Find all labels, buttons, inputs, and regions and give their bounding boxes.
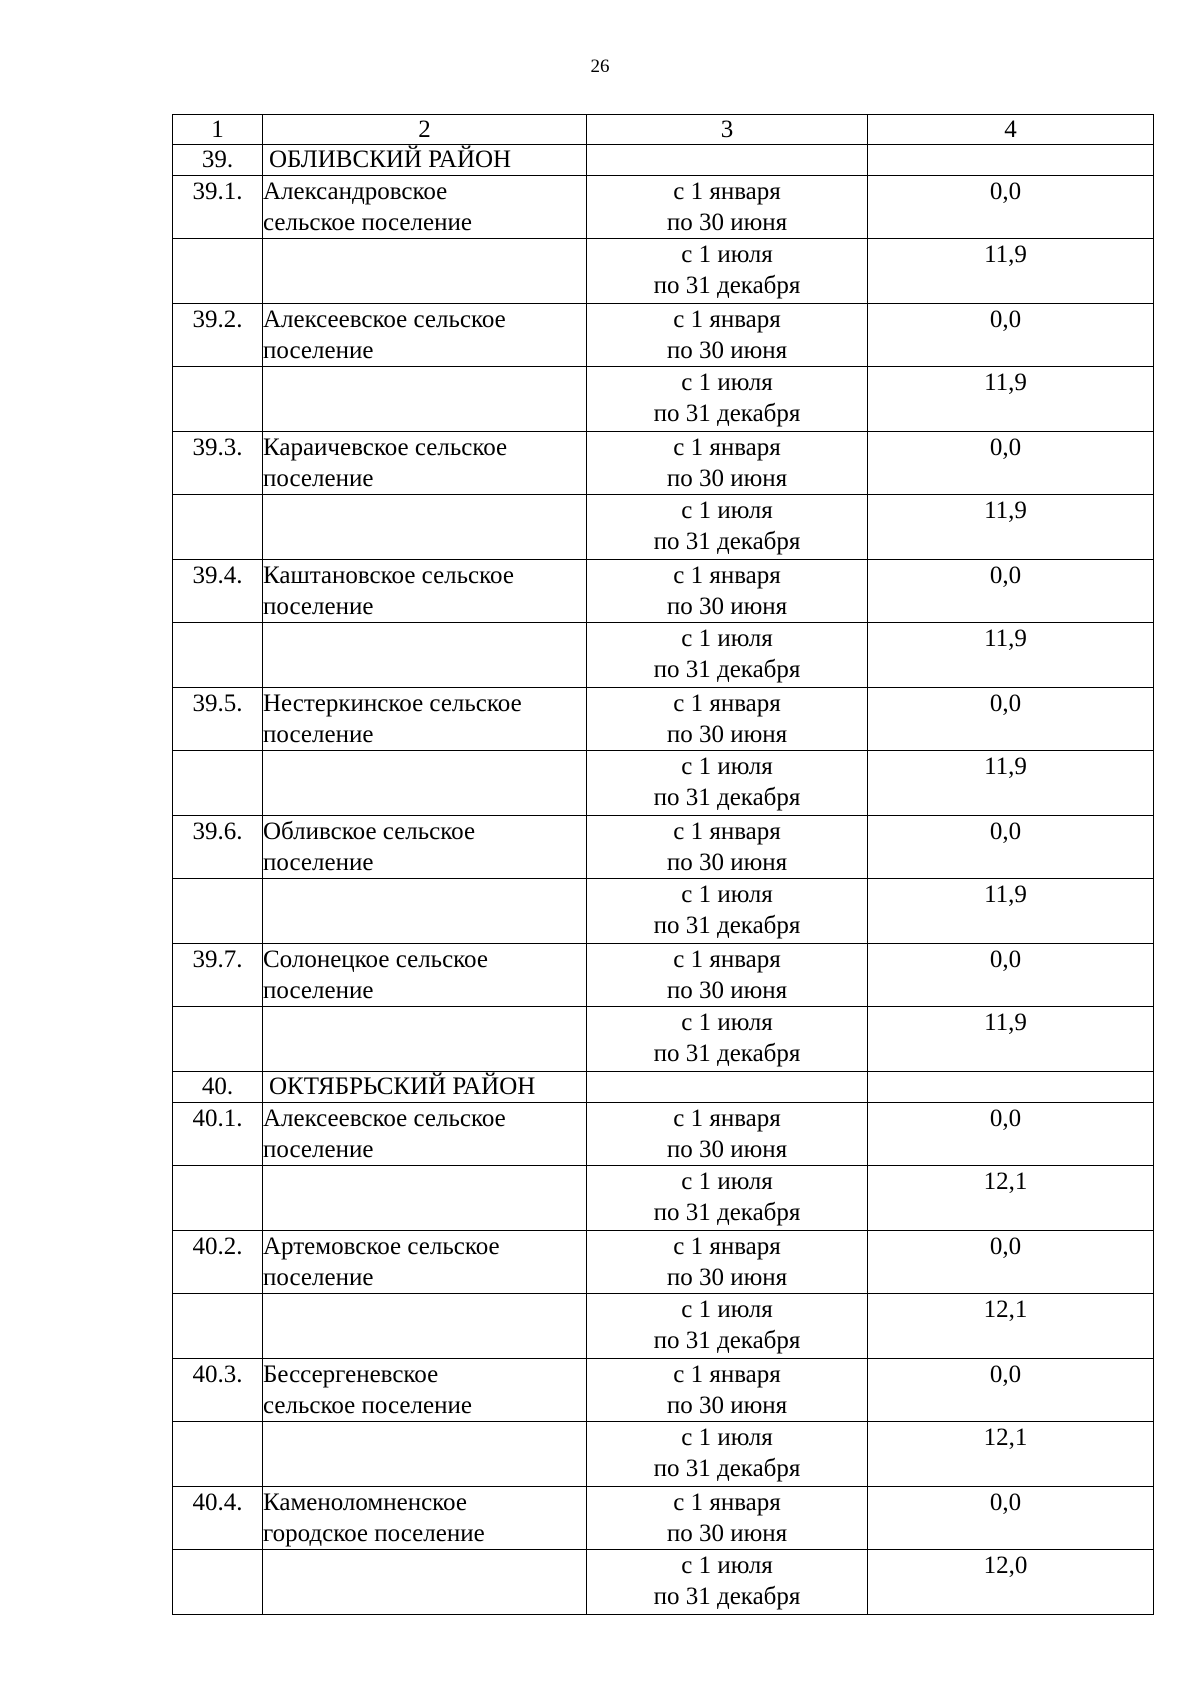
period-start: с 1 января xyxy=(673,1105,781,1132)
empty-cell xyxy=(263,239,587,304)
settlement-name xyxy=(263,1231,587,1294)
period-start: с 1 июля xyxy=(681,497,773,524)
empty-cell xyxy=(263,495,587,560)
table-row xyxy=(173,1487,1154,1550)
value-cell xyxy=(868,944,1154,1007)
value-text: 11,9 xyxy=(984,881,1027,908)
period-cell xyxy=(587,1359,868,1422)
value-text: 0,0 xyxy=(989,1105,1022,1132)
value-text: 0,0 xyxy=(989,306,1022,333)
period-end: по 31 декабря xyxy=(653,1040,801,1067)
settlement-name xyxy=(263,944,587,1007)
period-cell xyxy=(587,432,868,495)
value-text: 0,0 xyxy=(989,818,1022,845)
column-header-4: 4 xyxy=(868,115,1154,145)
settlement-name xyxy=(263,1359,587,1422)
period-end: по 30 июня xyxy=(666,593,788,620)
table-row xyxy=(173,1550,1154,1615)
period-cell xyxy=(587,944,868,1007)
value-text: 11,9 xyxy=(984,625,1027,652)
period-start: с 1 января xyxy=(673,1361,781,1388)
period-cell xyxy=(587,560,868,623)
entry-number: 39.7. xyxy=(173,944,263,1007)
empty-cell xyxy=(263,367,587,432)
entry-number: 39.5. xyxy=(173,688,263,751)
value-cell xyxy=(868,495,1154,560)
value-cell xyxy=(868,176,1154,239)
value-text: 12,1 xyxy=(983,1296,1028,1323)
settlement-name-line: Каштановское сельское xyxy=(263,562,514,589)
period-start: с 1 января xyxy=(673,562,781,589)
settlement-name-line: поселение xyxy=(263,721,374,748)
entry-number: 40.4. xyxy=(173,1487,263,1550)
period-cell xyxy=(587,1487,868,1550)
entry-number: 39.1. xyxy=(173,176,263,239)
settlement-name xyxy=(263,816,587,879)
empty-cell xyxy=(263,1422,587,1487)
table-row xyxy=(173,1007,1154,1072)
table-row xyxy=(173,1359,1154,1422)
period-start: с 1 января xyxy=(673,818,781,845)
table-row xyxy=(173,879,1154,944)
period-start: с 1 июля xyxy=(681,1009,773,1036)
section-number: 39. xyxy=(173,145,263,176)
section-row xyxy=(173,145,1154,176)
period-cell xyxy=(587,1294,868,1359)
period-start: с 1 января xyxy=(673,1489,781,1516)
table-row xyxy=(173,239,1154,304)
period-cell xyxy=(587,1422,868,1487)
period-end: по 31 декабря xyxy=(653,784,801,811)
settlement-name-line: поселение xyxy=(263,849,374,876)
period-end: по 31 декабря xyxy=(653,1327,801,1354)
value-cell xyxy=(868,1487,1154,1550)
settlement-name-line: городское поселение xyxy=(263,1520,485,1547)
settlement-name-line: сельское поселение xyxy=(263,209,472,236)
table-row xyxy=(173,495,1154,560)
period-end: по 30 июня xyxy=(666,1136,788,1163)
value-cell xyxy=(868,751,1154,816)
value-cell xyxy=(868,1422,1154,1487)
value-text: 12,0 xyxy=(983,1552,1028,1579)
period-start: с 1 января xyxy=(673,434,781,461)
value-cell xyxy=(868,239,1154,304)
period-cell xyxy=(587,1007,868,1072)
section-number: 40. xyxy=(173,1072,263,1103)
period-end: по 30 июня xyxy=(666,977,788,1004)
value-text: 0,0 xyxy=(989,434,1022,461)
period-end: по 30 июня xyxy=(666,1520,788,1547)
tariff-table xyxy=(172,114,1154,1615)
settlement-name xyxy=(263,1487,587,1550)
entry-number: 39.6. xyxy=(173,816,263,879)
empty-cell xyxy=(173,623,263,688)
settlement-name-line: Бессергеневское xyxy=(263,1361,439,1388)
period-start: с 1 января xyxy=(673,690,781,717)
value-text: 0,0 xyxy=(989,1361,1022,1388)
value-cell xyxy=(868,1294,1154,1359)
settlement-name-line: поселение xyxy=(263,593,374,620)
settlement-name xyxy=(263,560,587,623)
period-cell xyxy=(587,1103,868,1166)
settlement-name xyxy=(263,176,587,239)
period-end: по 31 декабря xyxy=(653,1455,801,1482)
empty-cell xyxy=(263,1007,587,1072)
settlement-name xyxy=(263,304,587,367)
settlement-name-line: поселение xyxy=(263,1264,374,1291)
empty-cell xyxy=(173,239,263,304)
section-title: ОКТЯБРЬСКИЙ РАЙОН xyxy=(263,1072,587,1103)
period-cell xyxy=(587,879,868,944)
empty-cell xyxy=(173,879,263,944)
table-row xyxy=(173,1231,1154,1294)
value-text: 0,0 xyxy=(989,690,1022,717)
entry-number: 39.3. xyxy=(173,432,263,495)
table-row xyxy=(173,432,1154,495)
settlement-name-line: Обливское сельское xyxy=(263,818,476,845)
period-cell xyxy=(587,751,868,816)
period-end: по 30 июня xyxy=(666,465,788,492)
period-end: по 31 декабря xyxy=(653,272,801,299)
empty-cell xyxy=(587,1072,868,1103)
section-title: ОБЛИВСКИЙ РАЙОН xyxy=(263,145,587,176)
value-cell xyxy=(868,432,1154,495)
settlement-name-line: поселение xyxy=(263,465,374,492)
value-text: 0,0 xyxy=(989,562,1022,589)
empty-cell xyxy=(173,1294,263,1359)
empty-cell xyxy=(173,495,263,560)
table-row xyxy=(173,623,1154,688)
header-row xyxy=(173,115,1154,145)
column-header-3: 3 xyxy=(587,115,868,145)
period-end: по 31 декабря xyxy=(653,912,801,939)
period-start: с 1 июля xyxy=(681,1296,773,1323)
value-text: 0,0 xyxy=(989,1233,1022,1260)
period-start: с 1 июля xyxy=(681,753,773,780)
value-cell xyxy=(868,1359,1154,1422)
value-cell xyxy=(868,1550,1154,1615)
value-text: 0,0 xyxy=(989,178,1022,205)
period-start: с 1 июля xyxy=(681,1552,773,1579)
period-end: по 30 июня xyxy=(666,849,788,876)
period-cell xyxy=(587,176,868,239)
period-end: по 31 декабря xyxy=(653,1199,801,1226)
table-row xyxy=(173,560,1154,623)
period-end: по 31 декабря xyxy=(653,656,801,683)
empty-cell xyxy=(263,1166,587,1231)
table-row xyxy=(173,944,1154,1007)
value-text: 11,9 xyxy=(984,1009,1027,1036)
value-text: 0,0 xyxy=(989,946,1022,973)
period-start: с 1 января xyxy=(673,946,781,973)
value-text: 11,9 xyxy=(984,753,1027,780)
value-cell xyxy=(868,1166,1154,1231)
empty-cell xyxy=(173,1422,263,1487)
value-cell xyxy=(868,816,1154,879)
period-end: по 31 декабря xyxy=(653,1583,801,1610)
period-start: с 1 января xyxy=(673,1233,781,1260)
table-row xyxy=(173,1166,1154,1231)
table-row xyxy=(173,688,1154,751)
value-cell xyxy=(868,560,1154,623)
settlement-name xyxy=(263,432,587,495)
empty-cell xyxy=(173,1007,263,1072)
settlement-name-line: Алексеевское сельское xyxy=(263,306,506,333)
value-text: 11,9 xyxy=(984,497,1027,524)
settlement-name xyxy=(263,1103,587,1166)
table-row xyxy=(173,751,1154,816)
period-cell xyxy=(587,816,868,879)
empty-cell xyxy=(173,1166,263,1231)
period-start: с 1 июля xyxy=(681,369,773,396)
settlement-name-line: поселение xyxy=(263,977,374,1004)
period-end: по 30 июня xyxy=(666,337,788,364)
period-end: по 31 декабря xyxy=(653,528,801,555)
empty-cell xyxy=(263,1550,587,1615)
page-number: 26 xyxy=(590,56,610,77)
value-text: 11,9 xyxy=(984,241,1027,268)
period-end: по 31 декабря xyxy=(653,400,801,427)
column-header-1: 1 xyxy=(173,115,263,145)
settlement-name-line: поселение xyxy=(263,337,374,364)
settlement-name-line: Солонецкое сельское xyxy=(263,946,488,973)
entry-number: 40.1. xyxy=(173,1103,263,1166)
period-end: по 30 июня xyxy=(666,1392,788,1419)
value-cell xyxy=(868,304,1154,367)
period-cell xyxy=(587,495,868,560)
value-cell xyxy=(868,1103,1154,1166)
settlement-name-line: сельское поселение xyxy=(263,1392,472,1419)
period-start: с 1 января xyxy=(673,178,781,205)
value-cell xyxy=(868,1007,1154,1072)
period-start: с 1 января xyxy=(673,306,781,333)
empty-cell xyxy=(263,1294,587,1359)
empty-cell xyxy=(868,1072,1154,1103)
value-cell xyxy=(868,623,1154,688)
settlement-name-line: поселение xyxy=(263,1136,374,1163)
value-cell xyxy=(868,1231,1154,1294)
settlement-name-line: Алексеевское сельское xyxy=(263,1105,506,1132)
period-start: с 1 июля xyxy=(681,625,773,652)
period-cell xyxy=(587,1550,868,1615)
entry-number: 40.2. xyxy=(173,1231,263,1294)
period-cell xyxy=(587,1231,868,1294)
period-end: по 30 июня xyxy=(666,209,788,236)
period-cell xyxy=(587,367,868,432)
settlement-name-line: Нестеркинское сельское xyxy=(263,690,522,717)
empty-cell xyxy=(173,1550,263,1615)
period-end: по 30 июня xyxy=(666,721,788,748)
period-start: с 1 июля xyxy=(681,241,773,268)
period-cell xyxy=(587,623,868,688)
value-text: 11,9 xyxy=(984,369,1027,396)
period-start: с 1 июля xyxy=(681,881,773,908)
settlement-name-line: Артемовское сельское xyxy=(263,1233,500,1260)
settlement-name xyxy=(263,688,587,751)
value-text: 12,1 xyxy=(983,1168,1028,1195)
settlement-name-line: Каменоломненское xyxy=(263,1489,467,1516)
section-row xyxy=(173,1072,1154,1103)
period-cell xyxy=(587,239,868,304)
empty-cell xyxy=(263,751,587,816)
entry-number: 40.3. xyxy=(173,1359,263,1422)
empty-cell xyxy=(263,879,587,944)
settlement-name-line: Караичевское сельское xyxy=(263,434,508,461)
period-cell xyxy=(587,1166,868,1231)
period-end: по 30 июня xyxy=(666,1264,788,1291)
value-cell xyxy=(868,367,1154,432)
table-row xyxy=(173,1422,1154,1487)
entry-number: 39.2. xyxy=(173,304,263,367)
column-header-2: 2 xyxy=(263,115,587,145)
empty-cell xyxy=(173,751,263,816)
table-row xyxy=(173,816,1154,879)
value-text: 12,1 xyxy=(983,1424,1028,1451)
settlement-name-line: Александровское xyxy=(263,178,448,205)
table-row xyxy=(173,1103,1154,1166)
table-row xyxy=(173,304,1154,367)
table-row xyxy=(173,367,1154,432)
empty-cell xyxy=(587,145,868,176)
period-cell xyxy=(587,304,868,367)
value-cell xyxy=(868,879,1154,944)
table-body xyxy=(173,115,1154,1615)
table-row xyxy=(173,1294,1154,1359)
value-cell xyxy=(868,688,1154,751)
period-start: с 1 июля xyxy=(681,1424,773,1451)
value-text: 0,0 xyxy=(989,1489,1022,1516)
entry-number: 39.4. xyxy=(173,560,263,623)
empty-cell xyxy=(263,623,587,688)
period-cell xyxy=(587,688,868,751)
empty-cell xyxy=(173,367,263,432)
empty-cell xyxy=(868,145,1154,176)
period-start: с 1 июля xyxy=(681,1168,773,1195)
table-row xyxy=(173,176,1154,239)
